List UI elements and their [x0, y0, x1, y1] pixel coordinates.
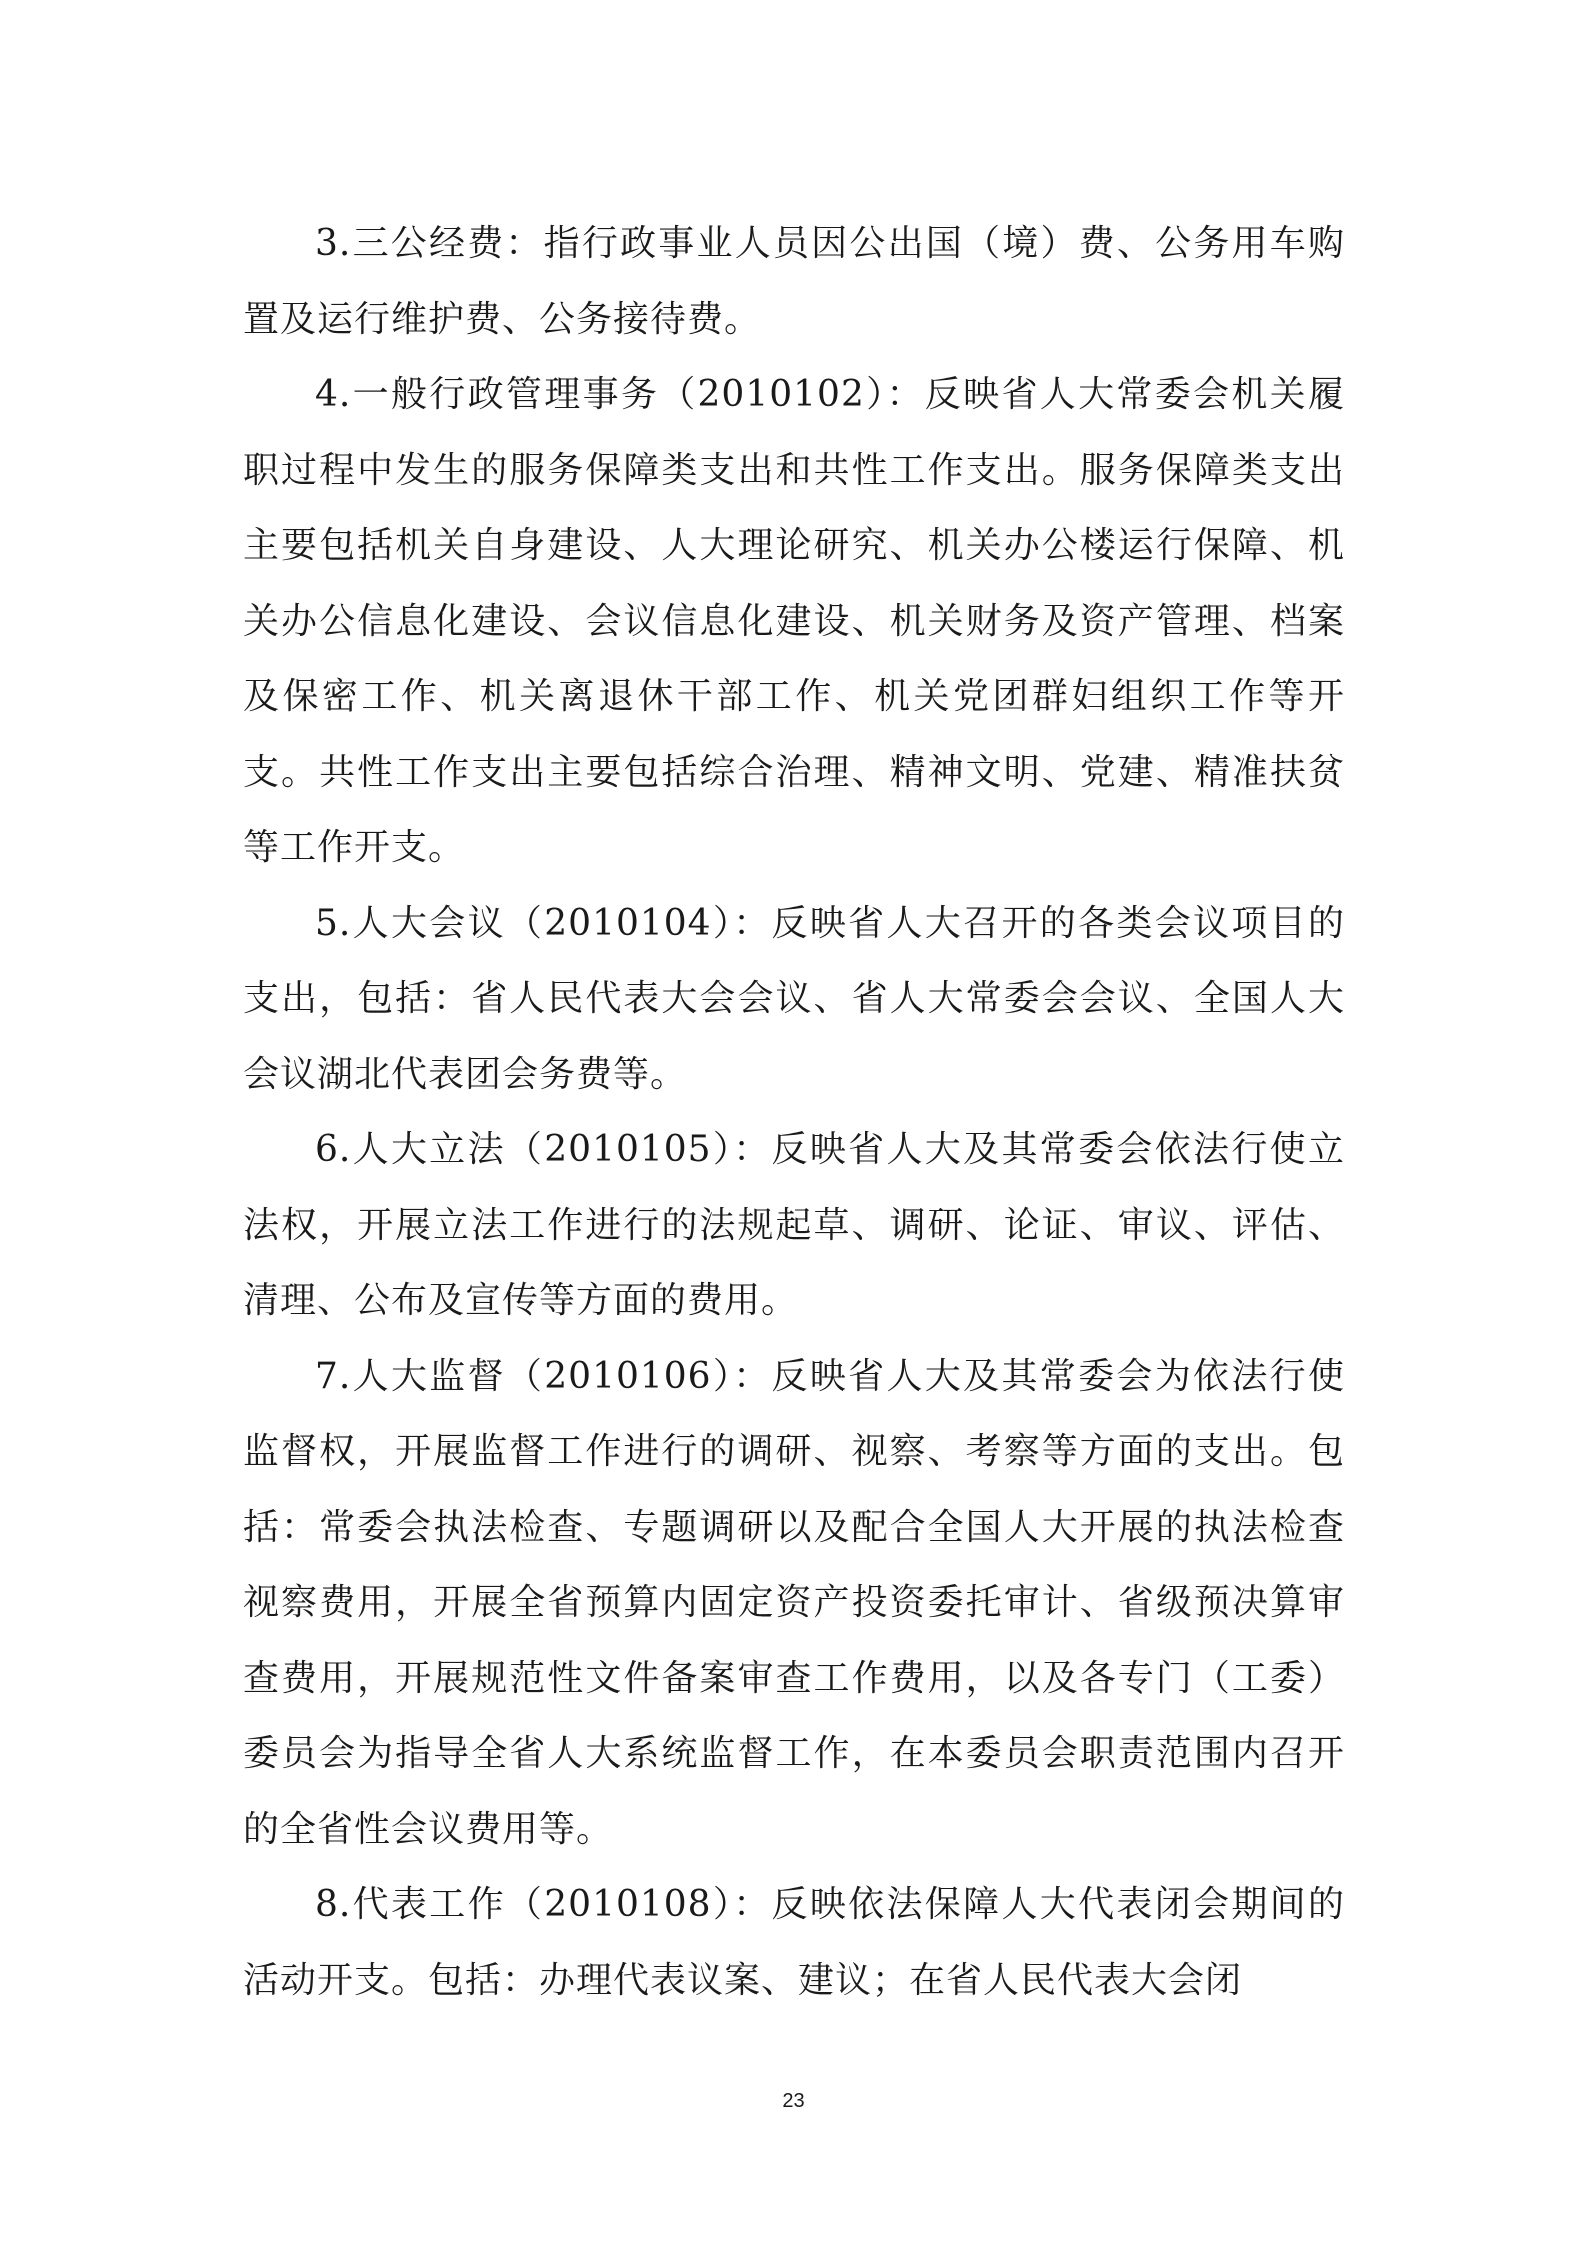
paragraph-item-5-npc-meetings: 5.人大会议（2010104）：反映省人大召开的各类会议项目的支出，包括：省人民代表大会会议、省人大常委会会议、全国人大会议湖北代表团会务费等。 — [243, 902, 1345, 1095]
paragraph-item-4-general-admin: 4.一般行政管理事务（2010102）：反映省人大常委会机关履职过程中发生的服务保障类支出和共性工作支出。服务保障类支出主要包括机关自身建设、人大理论研究、机关办公楼运行保障、机关办公信息化建设、会议信息化建设、机关财务及资产管理、档案及保密工作、机关离退休干部工作、机关党团群妇组织工作等开支。共性工作支出主要包括综合治理、精神文明、党建、精准扶贫等工作开支。 — [243, 374, 1345, 868]
paragraph-item-3-sangong-fees: 3.三公经费：指行政事业人员因公出国（境）费、公务用车购置及运行维护费、公务接待费。 — [243, 223, 1345, 340]
body-text — [243, 206, 1345, 2018]
paragraph-item-8-deputy-work: 8.代表工作（2010108）：反映依法保障人大代表闭会期间的活动开支。包括：办理代表议案、建议；在省人民代表大会闭 — [243, 1884, 1345, 2001]
page-number: 23 — [782, 2090, 805, 2112]
paragraph-item-6-npc-legislation: 6.人大立法（2010105）：反映省人大及其常委会依法行使立法权，开展立法工作进行的法规起草、调研、论证、审议、评估、清理、公布及宣传等方面的费用。 — [243, 1129, 1345, 1321]
paragraph-item-7-npc-supervision: 7.人大监督（2010106）：反映省人大及其常委会为依法行使监督权，开展监督工作进行的调研、视察、考察等方面的支出。包括：常委会执法检查、专题调研以及配合全国人大开展的执法检查视察费用，开展全省预算内固定资产投资委托审计、省级预决算审查费用，开展规范性文件备案审查工作费用，以及各专门（工委）委员会为指导全省人大系统监督工作，在本委员会职责范围内召开的全省性会议费用等。 — [243, 1355, 1345, 1850]
